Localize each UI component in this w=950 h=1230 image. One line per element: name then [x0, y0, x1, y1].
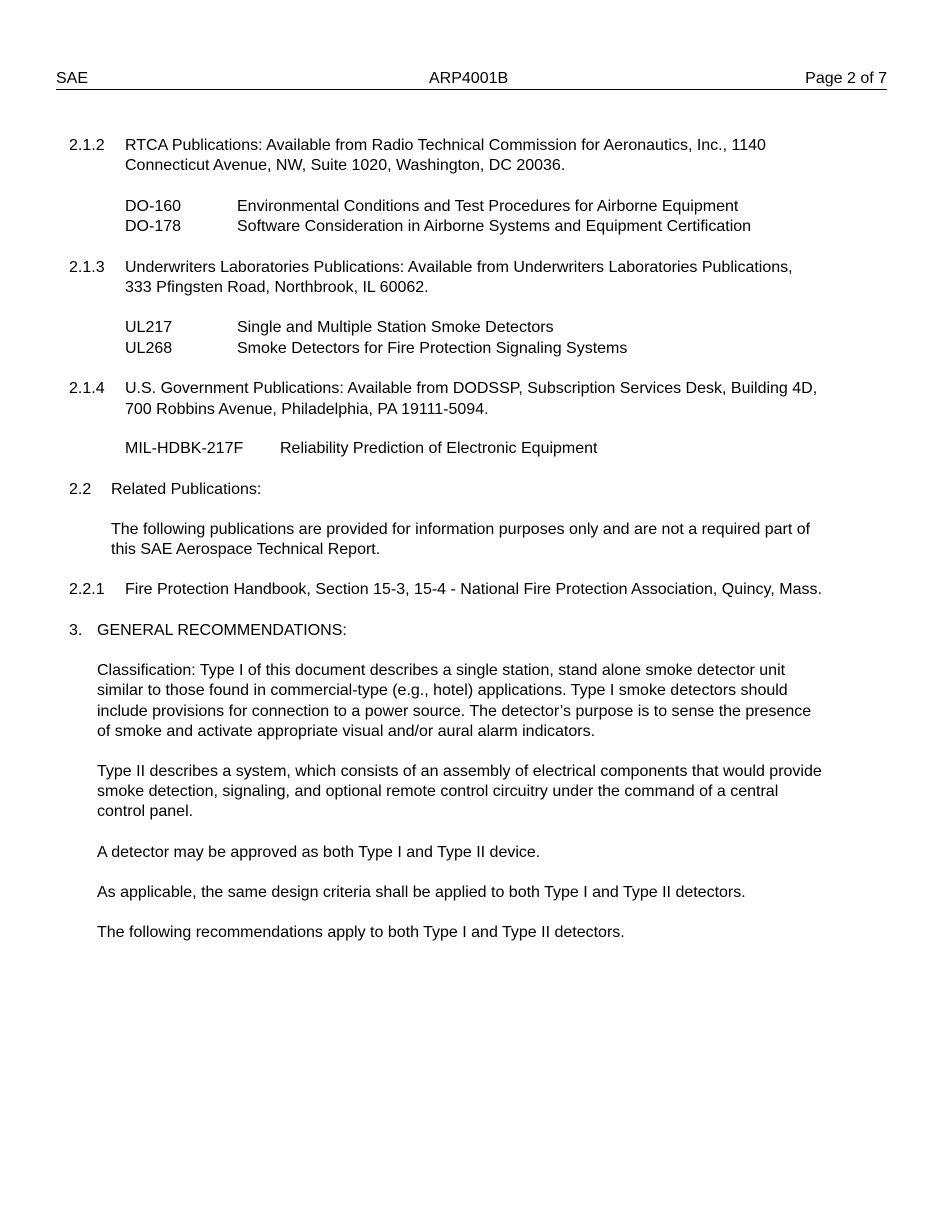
section-number: 3. — [69, 622, 83, 639]
header-page-number: Page 2 of 7 — [805, 70, 887, 87]
doc-title: Smoke Detectors for Fire Protection Signaling Systems — [237, 340, 628, 357]
section-number: 2.1.2 — [69, 137, 105, 154]
doc-title: Reliability Prediction of Electronic Equipment — [280, 440, 598, 457]
paragraph-line: this SAE Aerospace Technical Report. — [111, 541, 381, 558]
section-text-line: 700 Robbins Avenue, Philadelphia, PA 19111-5094. — [125, 401, 489, 418]
paragraph-line: The following recommendations apply to both Type I and Type II detectors. — [97, 924, 625, 941]
paragraph-line: of smoke and activate appropriate visual and/or aural alarm indicators. — [97, 723, 596, 740]
doc-title: Single and Multiple Station Smoke Detectors — [237, 319, 554, 336]
header-doc-id: ARP4001B — [429, 70, 509, 87]
paragraph-line: similar to those found in commercial-type (e.g., hotel) applications. Type I smoke detectors should — [97, 682, 788, 699]
section-number: 2.2 — [69, 481, 92, 498]
doc-title: Software Consideration in Airborne Systems and Equipment Certification — [237, 218, 752, 235]
doc-code: MIL-HDBK-217F — [125, 440, 244, 457]
paragraph-line: Classification: Type I of this document describes a single station, stand alone smoke detector unit — [97, 662, 786, 679]
section-number: 2.2.1 — [69, 581, 105, 598]
section-text-line: Connecticut Avenue, NW, Suite 1020, Washington, DC 20036. — [125, 157, 566, 174]
paragraph-line: A detector may be approved as both Type I and Type II device. — [97, 844, 541, 861]
section-number: 2.1.4 — [69, 380, 105, 397]
doc-code: DO-178 — [125, 218, 182, 235]
paragraph-line: The following publications are provided for information purposes only and are not a required part of — [111, 521, 811, 538]
paragraph-line: include provisions for connection to a power source. The detector’s purpose is to sense the presence — [97, 703, 812, 720]
doc-code: UL268 — [125, 340, 173, 357]
section-text-line: Underwriters Laboratories Publications: Available from Underwriters Laboratories Publications, — [125, 259, 793, 276]
header-org: SAE — [56, 70, 89, 87]
page-header — [56, 69, 887, 90]
section-number: 2.1.3 — [69, 259, 105, 276]
doc-code: UL217 — [125, 319, 173, 336]
section-heading: GENERAL RECOMMENDATIONS: — [97, 622, 347, 639]
paragraph-line: control panel. — [97, 803, 194, 820]
section-text-line: 333 Pfingsten Road, Northbrook, IL 60062. — [125, 279, 429, 296]
section-text-line: U.S. Government Publications: Available from DODSSP, Subscription Services Desk, Building 4D, — [125, 380, 818, 397]
doc-code: DO-160 — [125, 198, 182, 215]
section-text-line: RTCA Publications: Available from Radio Technical Commission for Aeronautics, Inc., 1140 — [125, 137, 766, 154]
section-heading: Related Publications: — [111, 481, 262, 498]
paragraph-line: smoke detection, signaling, and optional remote control circuitry under the command of a central — [97, 783, 779, 800]
paragraph-line: Type II describes a system, which consists of an assembly of electrical components that would provide — [97, 763, 822, 780]
section-text-line: Fire Protection Handbook, Section 15-3, 15-4 - National Fire Protection Association, Quincy, Mass. — [125, 581, 822, 598]
paragraph-line: As applicable, the same design criteria shall be applied to both Type I and Type II detectors. — [97, 884, 746, 901]
doc-title: Environmental Conditions and Test Procedures for Airborne Equipment — [237, 198, 739, 215]
